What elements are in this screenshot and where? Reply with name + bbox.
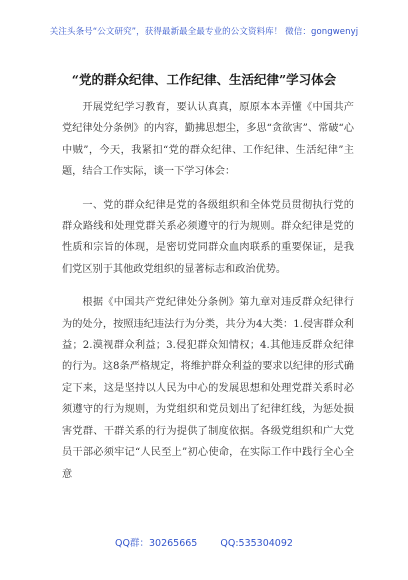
paragraph-section-1: 一、党的群众纪律是党的各级组织和全体党员贯彻执行党的群众路线和处理党群关系必须遵守的行为规则。群众纪律是党的性质和宗旨的体现，是密切党同群众血肉联系的重要保证，是我们党区别于其他政党组织的显著标志和政治优势。 (62, 199, 354, 275)
paragraph-intro: 开展党纪学习教育，要认认真真，原原本本弄懂《中国共产党纪律处分条例》的内容，勤拂思想尘，多思“贪欲害”、常破“心中贼”，今天，我紧扣“党的群众纪律、工作纪律、生活纪律”主题，结合工作实际，谈一下学习体会： (62, 102, 354, 178)
document-body (62, 97, 354, 485)
footer-qq-contact: QQ:535304092 (220, 538, 293, 549)
paragraph-section-1-detail: 根据《中国共产党纪律处分条例》第九章对违反群众纪律行为的处分，按照违纪违法行为分类，共分为4大类：1.侵害群众利益；2.漠视群众利益；3.侵犯群众知情权；4.其他违反群众纪律的行为。这8条严格规定，将维护群众利益的要求以纪律的形式确定下来，这是坚持以人民为中心的发展思想和处理党群关系时必须遵守的行为规则，为党组织和党员划出了纪律红线，为惩处损害党群、干群关系的行为提供了制度依据。各级党组织和广大党员干部必须牢记“人民至上”初心使命，在实际工作中践行全心全意 (62, 297, 354, 480)
footer-qq-group: QQ群：30265665 (115, 538, 198, 549)
header-banner: 关注头条号“公文研究”，获得最新最全最专业的公文资料库！ 微信：gongwenyj (49, 27, 359, 37)
document-title: “党的群众纪律、工作纪律、生活纪律”学习体会 (71, 72, 337, 87)
footer-contact (0, 535, 408, 549)
